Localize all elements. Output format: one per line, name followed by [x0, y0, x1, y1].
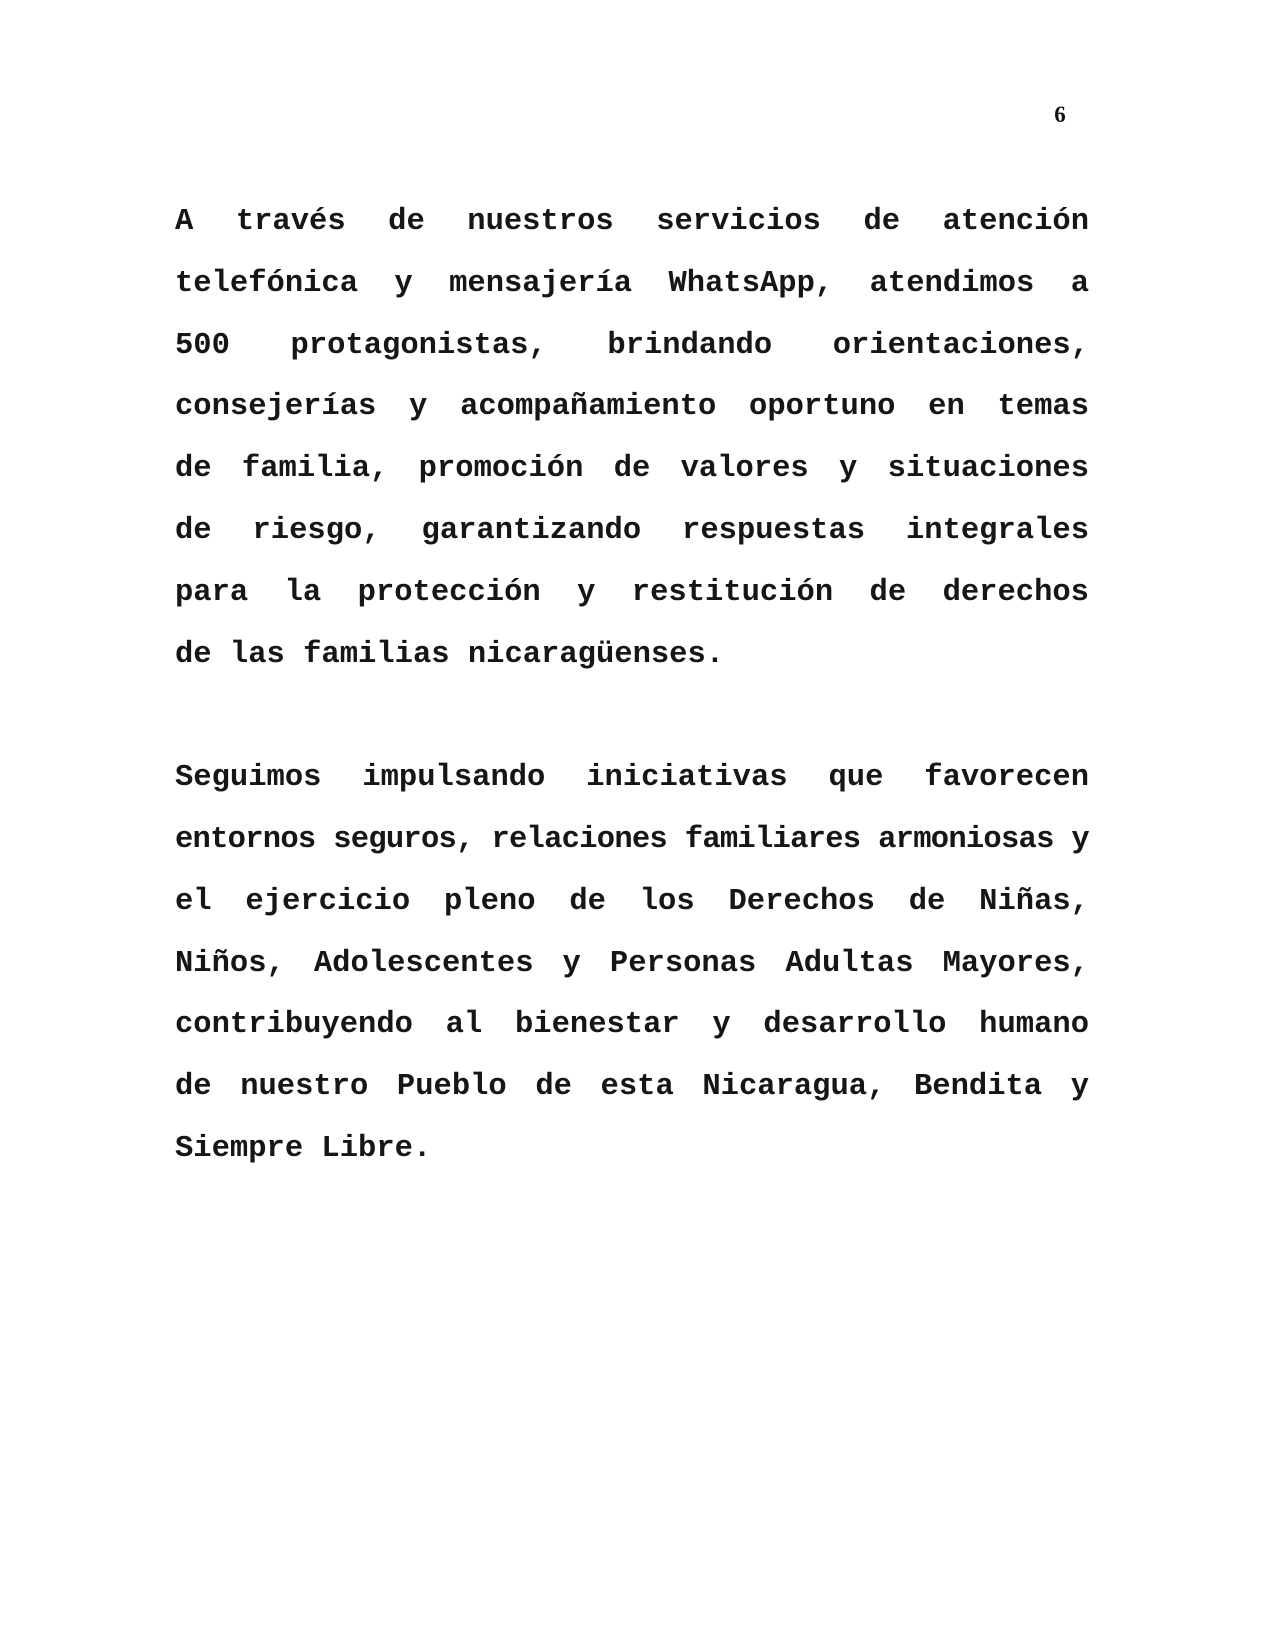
- text-line: de riesgo, garantizando respuestas integrales: [175, 513, 1089, 548]
- text-line: Niños, Adolescentes y Personas Adultas Mayores,: [175, 946, 1089, 981]
- paragraph-initiatives: [175, 748, 1089, 1181]
- paragraph-services: [175, 192, 1089, 686]
- text-line: entornos seguros, relaciones familiares armoniosas y: [175, 822, 1089, 857]
- text-line: A través de nuestros servicios de atención: [175, 205, 1089, 239]
- text-line: telefónica y mensajería WhatsApp, atendimos a: [175, 266, 1089, 301]
- text-line: contribuyendo al bienestar y desarrollo humano: [175, 1008, 1089, 1043]
- text-line: para la protección y restitución de derechos: [175, 575, 1089, 610]
- text-line: de familia, promoción de valores y situaciones: [175, 452, 1089, 487]
- text-line: de nuestro Pueblo de esta Nicaragua, Bendita y: [175, 1070, 1089, 1105]
- text-line: el ejercicio pleno de los Derechos de Niñas,: [175, 884, 1089, 919]
- page-number: 6: [1054, 102, 1066, 127]
- text-line: Siempre Libre.: [175, 1131, 432, 1166]
- text-line: 500 protagonistas, brindando orientaciones,: [175, 328, 1089, 363]
- text-line: consejerías y acompañamiento oportuno en temas: [175, 390, 1089, 425]
- document-body: [175, 192, 1089, 1181]
- text-line: de las familias nicaragüenses.: [175, 637, 725, 672]
- text-line: Seguimos impulsando iniciativas que favorecen: [175, 761, 1089, 796]
